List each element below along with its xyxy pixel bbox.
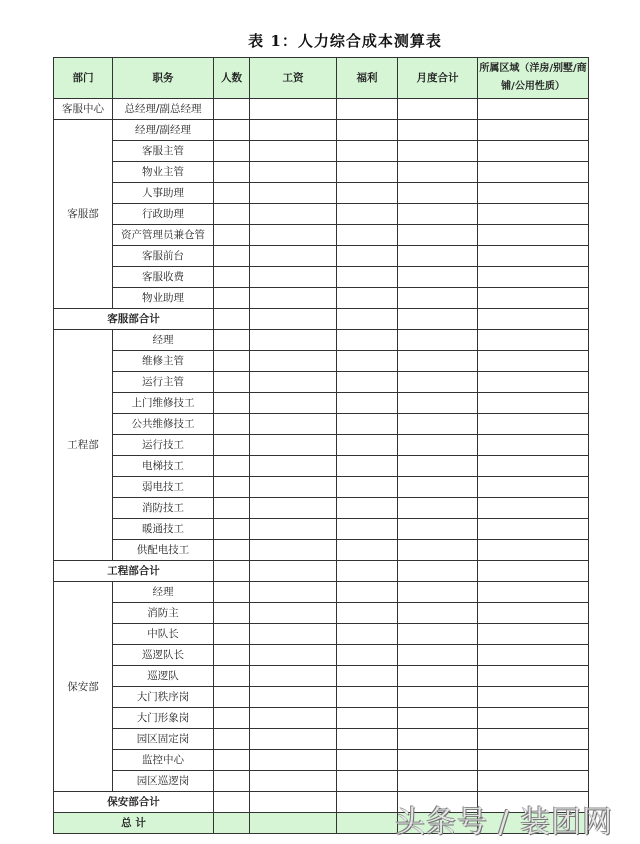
welfare-cell[interactable] — [337, 624, 398, 645]
count-cell[interactable] — [214, 498, 250, 519]
count-cell[interactable] — [214, 141, 250, 162]
table-row — [54, 288, 589, 309]
monthly-total-cell[interactable] — [398, 666, 478, 687]
table-row — [54, 477, 589, 498]
table-row — [54, 246, 589, 267]
welfare-cell[interactable] — [337, 645, 398, 666]
monthly-total-cell[interactable] — [398, 582, 478, 603]
monthly-total-cell[interactable] — [398, 99, 478, 120]
welfare-cell[interactable] — [337, 456, 398, 477]
count-cell[interactable] — [214, 750, 250, 771]
role-cell: 经理/副经理 — [113, 120, 214, 141]
count-cell[interactable] — [214, 225, 250, 246]
role-cell: 园区固定岗 — [113, 729, 214, 750]
count-cell[interactable] — [214, 309, 250, 330]
welfare-cell[interactable] — [337, 561, 398, 582]
welfare-cell[interactable] — [337, 792, 398, 813]
monthly-total-cell[interactable] — [398, 771, 478, 792]
count-cell[interactable] — [214, 813, 250, 834]
welfare-cell[interactable] — [337, 540, 398, 561]
cost-table — [53, 57, 589, 834]
subtotal-row — [54, 561, 589, 582]
welfare-cell[interactable] — [337, 372, 398, 393]
header-row — [54, 58, 589, 99]
monthly-total-cell[interactable] — [398, 750, 478, 771]
table-row — [54, 771, 589, 792]
count-cell[interactable] — [214, 372, 250, 393]
role-cell: 公共维修技工 — [113, 414, 214, 435]
salary-cell[interactable] — [250, 519, 337, 540]
table-row — [54, 141, 589, 162]
table-row — [54, 582, 589, 603]
count-cell[interactable] — [214, 477, 250, 498]
monthly-total-cell[interactable] — [398, 204, 478, 225]
salary-cell[interactable] — [250, 414, 337, 435]
area-cell[interactable] — [478, 645, 589, 666]
area-cell[interactable] — [478, 708, 589, 729]
salary-cell[interactable] — [250, 750, 337, 771]
table-row — [54, 162, 589, 183]
salary-cell[interactable] — [250, 729, 337, 750]
table-row — [54, 120, 589, 141]
count-cell[interactable] — [214, 330, 250, 351]
header-salary: 工资 — [250, 58, 337, 99]
salary-cell[interactable] — [250, 267, 337, 288]
welfare-cell[interactable] — [337, 477, 398, 498]
table-row — [54, 99, 589, 120]
salary-cell[interactable] — [250, 771, 337, 792]
count-cell[interactable] — [214, 246, 250, 267]
welfare-cell[interactable] — [337, 771, 398, 792]
welfare-cell[interactable] — [337, 393, 398, 414]
role-cell: 维修主管 — [113, 351, 214, 372]
count-cell[interactable] — [214, 99, 250, 120]
salary-cell[interactable] — [250, 183, 337, 204]
welfare-cell[interactable] — [337, 225, 398, 246]
salary-cell[interactable] — [250, 393, 337, 414]
role-cell: 巡逻队长 — [113, 645, 214, 666]
area-cell[interactable] — [478, 162, 589, 183]
area-cell[interactable] — [478, 309, 589, 330]
role-cell: 客服前台 — [113, 246, 214, 267]
grand-total-label: 总 计 — [54, 813, 214, 834]
welfare-cell[interactable] — [337, 309, 398, 330]
salary-cell[interactable] — [250, 624, 337, 645]
count-cell[interactable] — [214, 204, 250, 225]
salary-cell[interactable] — [250, 477, 337, 498]
count-cell[interactable] — [214, 540, 250, 561]
table-row — [54, 687, 589, 708]
monthly-total-cell[interactable] — [398, 498, 478, 519]
monthly-total-cell[interactable] — [398, 414, 478, 435]
table-row — [54, 750, 589, 771]
area-cell[interactable] — [478, 477, 589, 498]
table-row — [54, 666, 589, 687]
table-row — [54, 624, 589, 645]
salary-cell[interactable] — [250, 309, 337, 330]
area-cell[interactable] — [478, 540, 589, 561]
table-row — [54, 183, 589, 204]
monthly-total-cell[interactable] — [398, 141, 478, 162]
role-cell: 资产管理员兼仓管 — [113, 225, 214, 246]
area-cell[interactable] — [478, 246, 589, 267]
welfare-cell[interactable] — [337, 519, 398, 540]
monthly-total-cell[interactable] — [398, 288, 478, 309]
salary-cell[interactable] — [250, 99, 337, 120]
table-row — [54, 225, 589, 246]
role-cell: 园区巡逻岗 — [113, 771, 214, 792]
welfare-cell[interactable] — [337, 666, 398, 687]
watermark: 头条号 / 装团网 — [395, 805, 614, 840]
table-row — [54, 414, 589, 435]
monthly-total-cell[interactable] — [398, 246, 478, 267]
count-cell[interactable] — [214, 645, 250, 666]
monthly-total-cell[interactable] — [398, 603, 478, 624]
area-cell[interactable] — [478, 519, 589, 540]
count-cell[interactable] — [214, 687, 250, 708]
area-cell[interactable] — [478, 267, 589, 288]
welfare-cell[interactable] — [337, 435, 398, 456]
monthly-total-cell[interactable] — [398, 477, 478, 498]
table-row — [54, 540, 589, 561]
role-cell: 消防技工 — [113, 498, 214, 519]
area-cell[interactable] — [478, 393, 589, 414]
count-cell[interactable] — [214, 603, 250, 624]
header-count: 人数 — [214, 58, 250, 99]
area-cell[interactable] — [478, 225, 589, 246]
salary-cell[interactable] — [250, 456, 337, 477]
salary-cell[interactable] — [250, 351, 337, 372]
role-cell: 弱电技工 — [113, 477, 214, 498]
salary-cell[interactable] — [250, 372, 337, 393]
table-body — [54, 99, 589, 834]
table-row — [54, 330, 589, 351]
table-row — [54, 456, 589, 477]
monthly-total-cell[interactable] — [398, 267, 478, 288]
welfare-cell[interactable] — [337, 729, 398, 750]
subtotal-label: 客服部合计 — [54, 309, 214, 330]
role-cell: 监控中心 — [113, 750, 214, 771]
dept-cell: 客服中心 — [54, 99, 113, 120]
table-row — [54, 372, 589, 393]
area-cell[interactable] — [478, 624, 589, 645]
area-cell[interactable] — [478, 771, 589, 792]
monthly-total-cell[interactable] — [398, 372, 478, 393]
salary-cell[interactable] — [250, 792, 337, 813]
welfare-cell[interactable] — [337, 750, 398, 771]
area-cell[interactable] — [478, 729, 589, 750]
count-cell[interactable] — [214, 414, 250, 435]
welfare-cell[interactable] — [337, 162, 398, 183]
area-cell[interactable] — [478, 183, 589, 204]
welfare-cell[interactable] — [337, 120, 398, 141]
salary-cell[interactable] — [250, 498, 337, 519]
area-cell[interactable] — [478, 561, 589, 582]
salary-cell[interactable] — [250, 540, 337, 561]
area-cell[interactable] — [478, 99, 589, 120]
table-row — [54, 267, 589, 288]
monthly-total-cell[interactable] — [398, 162, 478, 183]
welfare-cell[interactable] — [337, 267, 398, 288]
role-cell: 运行技工 — [113, 435, 214, 456]
area-cell[interactable] — [478, 750, 589, 771]
area-cell[interactable] — [478, 456, 589, 477]
salary-cell[interactable] — [250, 225, 337, 246]
monthly-total-cell[interactable] — [398, 330, 478, 351]
salary-cell[interactable] — [250, 246, 337, 267]
salary-cell[interactable] — [250, 435, 337, 456]
role-cell: 经理 — [113, 582, 214, 603]
table-row — [54, 498, 589, 519]
area-cell[interactable] — [478, 120, 589, 141]
count-cell[interactable] — [214, 666, 250, 687]
header-dept: 部门 — [54, 58, 113, 99]
count-cell[interactable] — [214, 393, 250, 414]
area-cell[interactable] — [478, 582, 589, 603]
table-row — [54, 645, 589, 666]
area-cell[interactable] — [478, 330, 589, 351]
area-cell[interactable] — [478, 414, 589, 435]
salary-cell[interactable] — [250, 708, 337, 729]
header-role: 职务 — [113, 58, 214, 99]
monthly-total-cell[interactable] — [398, 708, 478, 729]
table-row — [54, 519, 589, 540]
count-cell[interactable] — [214, 162, 250, 183]
salary-cell[interactable] — [250, 330, 337, 351]
role-cell: 供配电技工 — [113, 540, 214, 561]
salary-cell[interactable] — [250, 141, 337, 162]
header-area: 所属区域（洋房/别墅/商铺/公用性质） — [478, 58, 589, 99]
area-cell[interactable] — [478, 498, 589, 519]
monthly-total-cell[interactable] — [398, 183, 478, 204]
count-cell[interactable] — [214, 708, 250, 729]
table-row — [54, 603, 589, 624]
subtotal-label: 保安部合计 — [54, 792, 214, 813]
welfare-cell[interactable] — [337, 813, 398, 834]
salary-cell[interactable] — [250, 204, 337, 225]
table-title: 表 1：人力综合成本测算表 — [248, 32, 442, 50]
salary-cell[interactable] — [250, 666, 337, 687]
role-cell: 物业助理 — [113, 288, 214, 309]
salary-cell[interactable] — [250, 813, 337, 834]
welfare-cell[interactable] — [337, 582, 398, 603]
monthly-total-cell[interactable] — [398, 456, 478, 477]
role-cell: 中队长 — [113, 624, 214, 645]
count-cell[interactable] — [214, 582, 250, 603]
welfare-cell[interactable] — [337, 414, 398, 435]
welfare-cell[interactable] — [337, 330, 398, 351]
count-cell[interactable] — [214, 267, 250, 288]
salary-cell[interactable] — [250, 645, 337, 666]
count-cell[interactable] — [214, 519, 250, 540]
salary-cell[interactable] — [250, 162, 337, 183]
dept-cell: 保安部 — [54, 582, 113, 792]
table-row — [54, 393, 589, 414]
welfare-cell[interactable] — [337, 687, 398, 708]
role-cell: 电梯技工 — [113, 456, 214, 477]
role-cell: 巡逻队 — [113, 666, 214, 687]
welfare-cell[interactable] — [337, 603, 398, 624]
monthly-total-cell[interactable] — [398, 561, 478, 582]
monthly-total-cell[interactable] — [398, 729, 478, 750]
role-cell: 暖通技工 — [113, 519, 214, 540]
dept-cell: 工程部 — [54, 330, 113, 561]
subtotal-row — [54, 309, 589, 330]
count-cell[interactable] — [214, 288, 250, 309]
role-cell: 物业主管 — [113, 162, 214, 183]
area-cell[interactable] — [478, 351, 589, 372]
monthly-total-cell[interactable] — [398, 393, 478, 414]
area-cell[interactable] — [478, 141, 589, 162]
count-cell[interactable] — [214, 792, 250, 813]
table-row — [54, 204, 589, 225]
area-cell[interactable] — [478, 603, 589, 624]
role-cell: 消防主 — [113, 603, 214, 624]
count-cell[interactable] — [214, 183, 250, 204]
role-cell: 客服主管 — [113, 141, 214, 162]
role-cell: 大门秩序岗 — [113, 687, 214, 708]
monthly-total-cell[interactable] — [398, 225, 478, 246]
table-row — [54, 435, 589, 456]
role-cell: 行政助理 — [113, 204, 214, 225]
salary-cell[interactable] — [250, 582, 337, 603]
monthly-total-cell[interactable] — [398, 519, 478, 540]
role-cell: 上门维修技工 — [113, 393, 214, 414]
header-welfare: 福利 — [337, 58, 398, 99]
welfare-cell[interactable] — [337, 99, 398, 120]
table-row — [54, 729, 589, 750]
salary-cell[interactable] — [250, 561, 337, 582]
role-cell: 大门形象岗 — [113, 708, 214, 729]
count-cell[interactable] — [214, 456, 250, 477]
subtotal-label: 工程部合计 — [54, 561, 214, 582]
salary-cell[interactable] — [250, 687, 337, 708]
role-cell: 总经理/副总经理 — [113, 99, 214, 120]
welfare-cell[interactable] — [337, 708, 398, 729]
monthly-total-cell[interactable] — [398, 435, 478, 456]
welfare-cell[interactable] — [337, 246, 398, 267]
area-cell[interactable] — [478, 372, 589, 393]
salary-cell[interactable] — [250, 288, 337, 309]
count-cell[interactable] — [214, 624, 250, 645]
welfare-cell[interactable] — [337, 288, 398, 309]
header-monthly-total: 月度合计 — [398, 58, 478, 99]
table-row — [54, 351, 589, 372]
salary-cell[interactable] — [250, 603, 337, 624]
role-cell: 运行主管 — [113, 372, 214, 393]
role-cell: 客服收费 — [113, 267, 214, 288]
count-cell[interactable] — [214, 120, 250, 141]
welfare-cell[interactable] — [337, 204, 398, 225]
area-cell[interactable] — [478, 204, 589, 225]
monthly-total-cell[interactable] — [398, 645, 478, 666]
monthly-total-cell[interactable] — [398, 120, 478, 141]
monthly-total-cell[interactable] — [398, 687, 478, 708]
role-cell: 经理 — [113, 330, 214, 351]
count-cell[interactable] — [214, 561, 250, 582]
area-cell[interactable] — [478, 288, 589, 309]
count-cell[interactable] — [214, 729, 250, 750]
role-cell: 人事助理 — [113, 183, 214, 204]
welfare-cell[interactable] — [337, 498, 398, 519]
salary-cell[interactable] — [250, 120, 337, 141]
welfare-cell[interactable] — [337, 183, 398, 204]
monthly-total-cell[interactable] — [398, 540, 478, 561]
monthly-total-cell[interactable] — [398, 309, 478, 330]
count-cell[interactable] — [214, 435, 250, 456]
monthly-total-cell[interactable] — [398, 624, 478, 645]
welfare-cell[interactable] — [337, 141, 398, 162]
monthly-total-cell[interactable] — [398, 351, 478, 372]
area-cell[interactable] — [478, 687, 589, 708]
dept-cell: 客服部 — [54, 120, 113, 309]
welfare-cell[interactable] — [337, 351, 398, 372]
count-cell[interactable] — [214, 351, 250, 372]
table-row — [54, 708, 589, 729]
area-cell[interactable] — [478, 435, 589, 456]
area-cell[interactable] — [478, 666, 589, 687]
count-cell[interactable] — [214, 771, 250, 792]
